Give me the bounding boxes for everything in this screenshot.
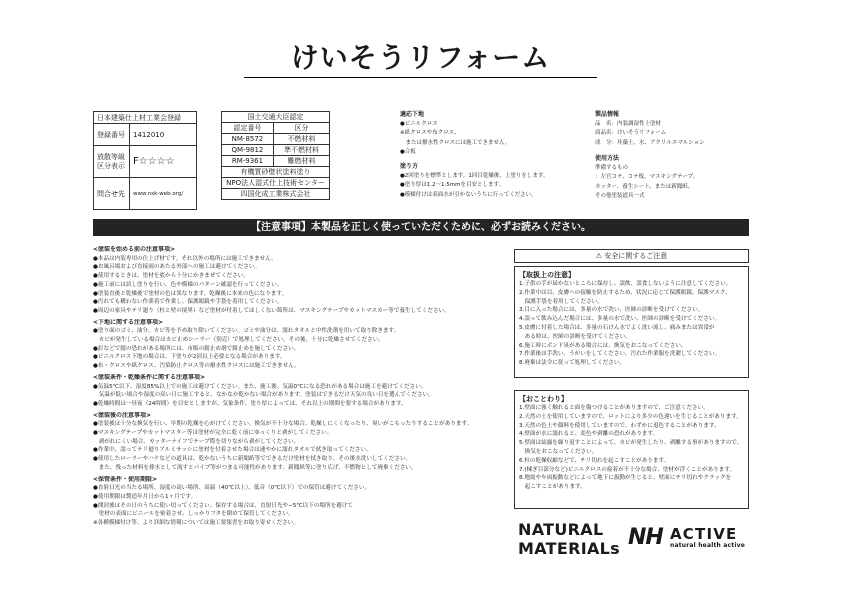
active-wordmark: ACTIVE: [670, 525, 738, 543]
usage-line: カッター、養生シート、または新聞紙、: [595, 183, 694, 190]
surface-spec: [400, 110, 510, 158]
certification-table: [221, 111, 330, 200]
disclaimer-line: 3.天然の色土や顔料を使用していますので、わずかに退色することがあります。: [519, 422, 720, 429]
section-heading: <塗装後の注意事項>: [93, 411, 152, 419]
note-line: ●作業中、誤ってテリ廻りアルミサッシに塗材を付着させた場合は速やかに濡れタオルで拭き取ってください。: [93, 447, 372, 454]
note-line: また、残った材料を排水として流すとパイプ等がつまる可能性があります。新聞紙等に塗り広げ、不燃物として廃棄ください。: [93, 464, 417, 471]
handling-line: 4.誤って飲み込んだ場合には、多量の水で洗い、医師の診断を受けてください。: [519, 316, 721, 323]
handling-line: 6.施工時にボンド臭がある場合には、換気をおこなってください。: [519, 342, 687, 349]
product-line: 商品名：けいそうリフォーム: [595, 130, 667, 136]
registration-table: [93, 111, 197, 210]
note-line: ●使用期限は製造年月日から1ヶ月です。: [93, 493, 197, 500]
note-line: ●塗装後は十分な換気を行い、早期の乾燥を心がけてください。換気が不十分な場合、乾燥しにくくなったり、臭いがこもったりすることがあります。: [93, 421, 473, 428]
usage-line: ：左官コテ、コテ板、マスキングテープ、: [595, 174, 699, 180]
note-line: ●開封後はその日のうちに使い切ってください。保存する場合は、直射日光や−5℃以下の場所を避けて: [93, 502, 353, 509]
usage-line: その他塗装道具一式: [595, 193, 645, 199]
usage-title: 使用方法: [595, 155, 620, 162]
handling-line: 7.作業後は手洗い、うがいをしてください。汚れた作業服を洗濯してください。: [519, 351, 721, 358]
registration-number-value: 1412010: [130, 124, 197, 146]
handling-notes: [514, 266, 749, 378]
safety-title: 安全に関するご注意: [604, 252, 668, 260]
product-line: 品 名：内装調湿性上塗材: [595, 120, 662, 127]
disclaimer-notes: [514, 390, 749, 509]
cert-category: 不燃材料: [273, 134, 329, 145]
caution-banner: 【注意事項】本製品を正しく使っていただくために、必ずお読みください。: [93, 219, 749, 236]
disclaimer-line: 換気をおこなってください。: [519, 448, 598, 455]
cert-footer: NPO法人湿式仕上技術センター: [222, 178, 330, 189]
active-tagline: natural health active: [670, 542, 745, 549]
surface-line: または撥水性クロスには施工できません。: [400, 139, 511, 146]
note-line: 気温が低い場合や湿度の高い日に施工すると、なかなか乾かない場合があります。塗装はできるだけ天気の良い日を選んでください。: [93, 392, 434, 399]
cert-number: QM-9812: [222, 145, 274, 156]
cert-head-number: 認定番号: [222, 123, 274, 134]
inquiry-label: 問合せ先: [94, 178, 130, 210]
note-line: ※各種模様付け等、より詳細な情報については施工要領書をお取り寄せください。: [93, 520, 299, 527]
coating-spec: [400, 162, 548, 200]
product-line: 成 分：珪藻土、水、アクリルエマルション: [595, 139, 705, 146]
note-line: ●気温5℃以下、湿度85%以上での施工は避けてください。また、施工後、気温0℃になる恐れがある場合は施工を避けてください。: [93, 383, 427, 390]
logo-line: NATURAL: [518, 520, 604, 539]
note-line: ●本品は内装専用の仕上げ材です。それ以外の場所には施工できません。: [93, 255, 277, 262]
handling-line: 保護手袋を着用してください。: [519, 298, 603, 305]
section-heading: <保管条件・使用期限>: [93, 475, 158, 483]
disclaimer-line: 6.柱の乾燥収縮などで、チリ切れを起こすことがあります。: [519, 457, 670, 464]
handling-line: 5.皮膚に付着した場合は、多量の石けん水でよく洗い流し、痛みまたは異常が: [519, 324, 715, 331]
handling-line: 2.作業中は目、皮膚への接触を防止するため、状況に応じて保護眼鏡、保護マスク、: [519, 289, 731, 296]
cert-number: RM-9361: [222, 156, 274, 167]
note-line: ●マスキングテープやカットマスター等は塗材が完全に乾く前にゆっくりと剥がしてください。: [93, 430, 333, 437]
cert-footer: 四国化成工業株式会社: [222, 189, 330, 200]
nh-mark: NH: [628, 525, 663, 550]
usage-info: [595, 154, 698, 202]
cert-category: 準不燃材料: [273, 145, 329, 156]
disclaimer-line: 7.(棟ぎ目部分など)ビニルクロスの接着が不十分な場合、塗材が浮くことがあります。: [519, 466, 736, 473]
note-line: ●乾燥時間は一昼夜（24時間）を目安としますが、気象条件、塗り厚によっては、それ以上の期間を要する場合があります。: [93, 400, 407, 407]
title-underline: [244, 77, 597, 78]
emission-grade-value: F☆☆☆☆: [130, 146, 197, 178]
handling-line: 1.子供の手が届かないところに保存し、誤飲、誤食しないように注意してください。: [519, 281, 732, 287]
cert-head-category: 区分: [273, 123, 329, 134]
disclaimer-line: 起こすことがあります。: [519, 484, 586, 491]
note-line: ●ビニルクロス下地の場合は、下塗りが2回以上必要となる場合があります。: [93, 354, 286, 361]
logo-line: MATERIALs: [518, 539, 620, 558]
precautions-list: [93, 246, 503, 528]
cert-footer: 有機質砂壁状塗料塗り: [222, 167, 330, 178]
inquiry-value: www.nsk-web.org/: [130, 178, 197, 210]
handling-line: 3.目に入った場合には、多量の水で洗い、医師の診断を受けてください。: [519, 307, 704, 314]
emission-grade-label: 放散等級区分表示: [94, 146, 130, 178]
registration-org: 日本建築仕上材工業会登録: [94, 112, 197, 124]
cert-category: 難燃材料: [273, 156, 329, 167]
note-line: ●お風呂場および直接雨のあたる外部への施工は避けてください。: [93, 264, 261, 271]
handling-heading: 【取扱上の注意】: [519, 271, 575, 279]
note-line: ●布・クロスや紙クロス、汚染防止クロス等の撥水性クロスには施工できません。: [93, 363, 300, 370]
product-info: [595, 110, 705, 148]
disclaimer-line: 5.壁面は結露を繰り返すことによって、カビが発生したり、剥離する事がありますので、: [519, 440, 743, 447]
coating-line: ●塗り厚は1.2〜1.5mmを目安とします。: [400, 182, 505, 188]
surface-line: ●ビニルクロス: [400, 120, 438, 127]
note-line: ●周辺の家具やテリ廻り（柱と壁の境界）など塗材が付着してほしくない箇所は、マスキングテープやカットマスカー等で養生してください。: [93, 307, 450, 314]
note-line: 塗材の表面にビニールを密着させ、しっかりフタを閉めて保管してください。: [93, 511, 294, 518]
note-line: ●使用したローラーやハケなどの道具は、乾かないうちに新聞紙等でできるだけ塗材を拭き取り、その後水洗いしてください。: [93, 456, 412, 463]
surface-line: ※紙クロスや布クロス、: [400, 130, 460, 136]
disclaimer-line: 1.壁面に強く触れると面を傷つけることがありますので、ご注意ください。: [519, 405, 709, 411]
page-title: けいそうリフォーム: [290, 41, 551, 74]
section-heading: <塗装を始める前の注意事項>: [93, 246, 176, 253]
usage-line: 準備するもの: [595, 164, 629, 171]
coating-line: ●模様付けは表面水が引かないうちに行ってください。: [400, 191, 537, 198]
disclaimer-line: 2.天然の土を使用していますので、ロットにより多少の色違いを生じることがあります。: [519, 413, 742, 420]
safety-header: [514, 249, 749, 263]
note-line: 剥がれにくい場合、カッターナイフでテープ際を切りながら剥がしてください。: [93, 438, 300, 445]
note-line: ●直射日光の当たる場所、湿度の高い場所、高温（40℃以上）、低音（0℃以下）での保管は避けてください。: [93, 485, 371, 492]
coating-line: ●2回塗りを標準とします。1回目乾燥後、上塗りをします。: [400, 172, 549, 179]
disclaimer-heading: 【おことわり】: [519, 395, 568, 403]
product-title: 製品情報: [595, 111, 620, 118]
note-line: ●釘などで錆の恐れがある場所には、市販の錆止め剤で錆止めを施してください。: [93, 345, 300, 352]
note-line: ●使用するときは、塗材を底から十分にかきまぜてください。: [93, 273, 249, 280]
note-line: カビが発生している場合はカビ止めシーラー（別売）で処理してください。その後、十分に乾燥させてください。: [93, 337, 384, 344]
surface-title: 適応下地: [400, 111, 425, 118]
disclaimer-line: 8.地震や车両振動などによって地下に振動が生じると、壁面にチリ切れやクラックを: [519, 475, 732, 482]
section-heading: <下地に関する注意事項>: [93, 318, 164, 326]
note-line: ●施工前には試し塗りを行い、色や模様のパターン確認を行ってください。: [93, 281, 283, 288]
note-line: ●汚れても構わない作業着で作業し、保護眼鏡や手袋を着用してください。: [93, 299, 283, 306]
handling-line: 8.廃棄は法令に従って処理してください。: [519, 360, 626, 367]
note-line: ●塗装直後と乾燥後で塗材の色は異なります。乾燥後に本来の色になります。: [93, 290, 288, 297]
section-heading: <塗装条件・乾燥条件に関する注意事項>: [93, 373, 206, 381]
handling-line: ある時は、医師の診断を受けてください。: [519, 333, 631, 340]
note-line: ●塗り面のゴミ、油分、カビ等を予め取り除いてください。ゴミや油分は、濡れタオルと中性洗剤を用いて取り除きます。: [93, 328, 400, 335]
cert-number: NM-8572: [222, 134, 274, 145]
warning-icon: ⚠: [595, 252, 603, 260]
surface-line: ●合板: [400, 149, 416, 155]
registration-number-label: 登録番号: [94, 124, 130, 146]
disclaimer-line: 4.壁面が水に濡れると、変色や剥離の恐れがあります。: [519, 431, 659, 438]
coating-title: 塗り方: [400, 163, 419, 170]
natural-materials-logo: [518, 520, 620, 558]
certification-title: 国土交通大臣認定: [222, 112, 330, 123]
